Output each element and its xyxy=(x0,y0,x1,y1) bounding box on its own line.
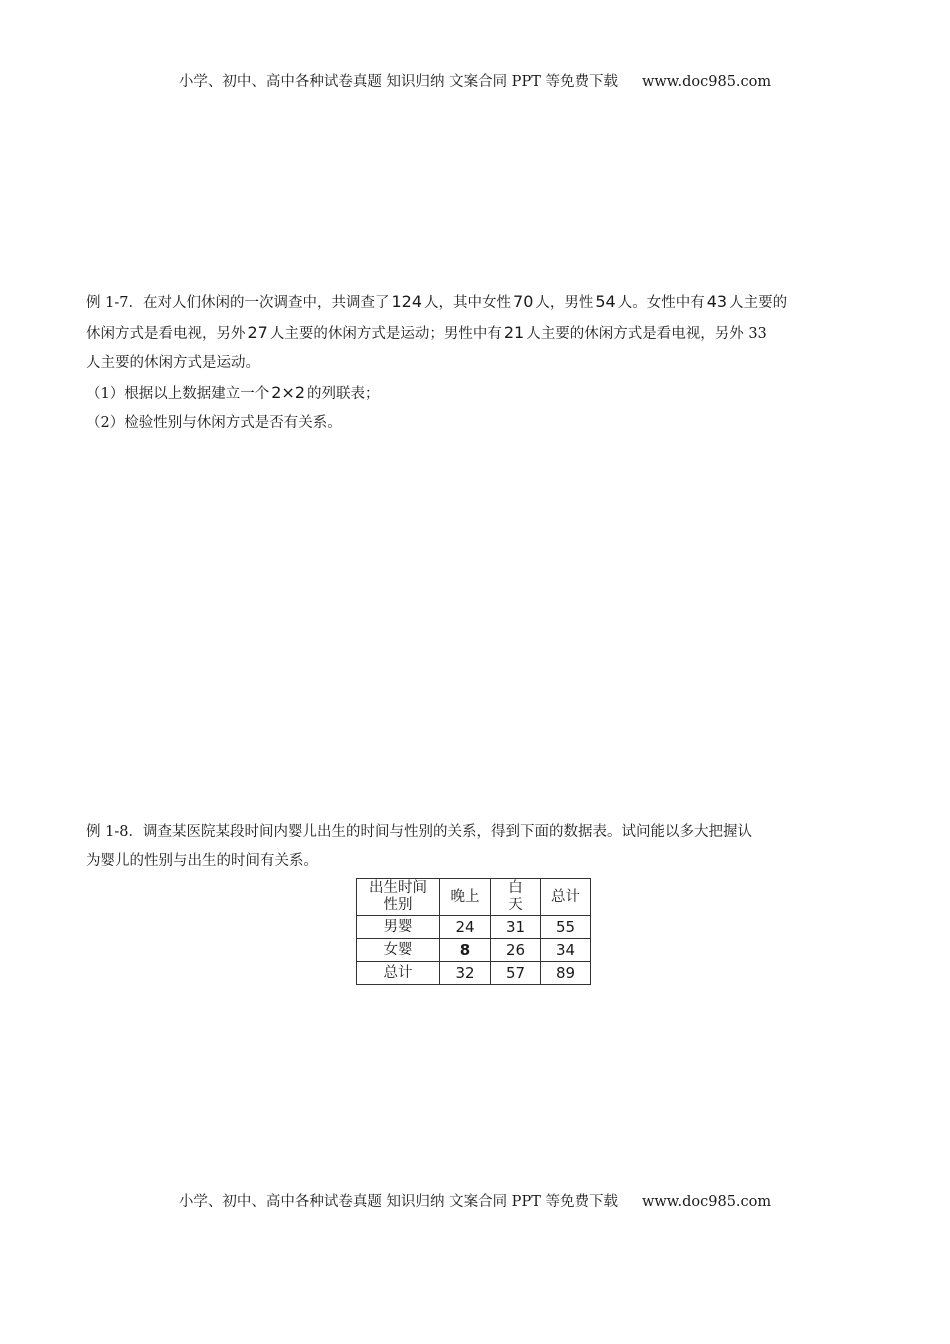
column-header-day: 白 天 xyxy=(491,879,541,916)
example-1-7-line-3: 人主要的休闲方式是运动。 xyxy=(86,355,260,371)
footer-site-link[interactable]: www.doc985.com xyxy=(641,1194,772,1210)
total-surveyed-number: 124 xyxy=(391,292,423,311)
row-label: 女婴 xyxy=(357,939,440,962)
male-count-number: 54 xyxy=(595,292,616,311)
example-1-7-line-1: 例 1-7．在对人们休闲的一次调查中，共调查了 124 人，其中女性 70 人，男性 54 人。女性中有 43 人主要的 xyxy=(86,292,788,311)
birth-time-gender-table xyxy=(356,878,591,985)
column-header-evening: 晚上 xyxy=(440,879,491,916)
example-1-8-line-1: 例 1-8．调查某医院某段时间内婴儿出生的时间与性别的关系，得到下面的数据表。试问能以多大把握认 xyxy=(86,824,752,840)
cell-evening: 8 xyxy=(440,939,491,962)
example-1-8 xyxy=(86,818,866,876)
example-1-8-line-2: 为婴儿的性别与出生的时间有关系。 xyxy=(86,853,318,869)
header-text: 小学、初中、高中各种试卷真题 知识归纳 文案合同 PPT 等免费下载 xyxy=(178,74,618,90)
cell-total: 55 xyxy=(541,916,591,939)
cell-day: 57 xyxy=(491,962,541,985)
row-label: 男婴 xyxy=(357,916,440,939)
cell-day: 26 xyxy=(491,939,541,962)
table-row xyxy=(357,939,591,962)
header-site-link[interactable]: www.doc985.com xyxy=(641,74,772,90)
column-header-total: 总计 xyxy=(541,879,591,916)
cell-total: 34 xyxy=(541,939,591,962)
female-sport-number: 27 xyxy=(247,323,268,342)
row-label: 总计 xyxy=(357,962,440,985)
cell-total: 89 xyxy=(541,962,591,985)
table-size-math: 2×2 xyxy=(271,383,305,402)
footer-text: 小学、初中、高中各种试卷真题 知识归纳 文案合同 PPT 等免费下载 xyxy=(178,1194,618,1210)
cell-evening: 24 xyxy=(440,916,491,939)
female-count-number: 70 xyxy=(513,292,534,311)
cell-day: 31 xyxy=(491,916,541,939)
page-footer xyxy=(0,1190,950,1211)
question-1: （1）根据以上数据建立一个 2×2 的列联表； xyxy=(86,383,380,402)
example-1-7-line-2: 休闲方式是看电视，另外 27 人主要的休闲方式是运动；男性中有 21 人主要的休闲方式是看电视，另外 33 xyxy=(86,323,767,342)
female-tv-number: 43 xyxy=(706,292,728,311)
cell-evening: 32 xyxy=(440,962,491,985)
example-1-7 xyxy=(86,287,866,438)
table-row xyxy=(357,916,591,939)
question-2: （2）检验性别与休闲方式是否有关系。 xyxy=(86,415,342,431)
table-header-row xyxy=(357,879,591,916)
table-row xyxy=(357,962,591,985)
male-tv-number: 21 xyxy=(503,323,525,342)
table-corner-cell: 出生时间 性别 xyxy=(357,879,440,916)
page-header xyxy=(0,70,950,91)
